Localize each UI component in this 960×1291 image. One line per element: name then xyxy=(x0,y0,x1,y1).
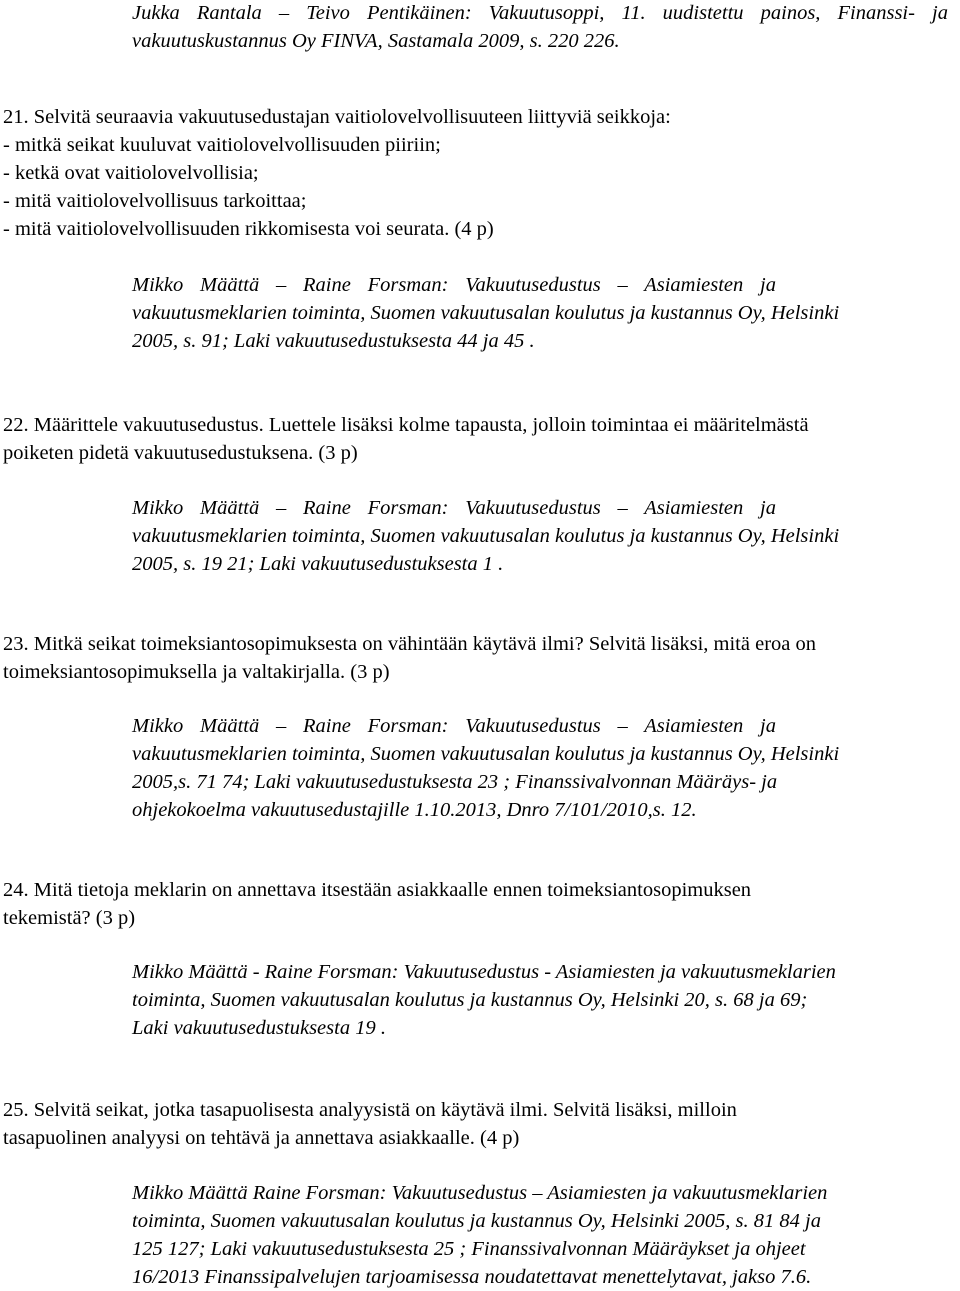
question-24-line-2: tekemistä? (3 p) xyxy=(3,907,136,929)
question-24-reference-line-2: toiminta, Suomen vakuutusalan koulutus ja kustannus Oy, Helsinki 20, s. 68 ja 69; xyxy=(132,989,808,1011)
question-23-reference-line-2: vakuutusmeklarien toiminta, Suomen vakuutusalan koulutus ja kustannus Oy, Helsinki xyxy=(132,743,840,765)
question-23-reference-line-1: Mikko Määttä – Raine Forsman: Vakuutusedustus – Asiamiesten ja xyxy=(132,715,776,737)
question-21-line-2: - mitkä seikat kuuluvat vaitiolovelvollisuuden piiriin; xyxy=(3,134,441,156)
question-25-line-2: tasapuolinen analyysi on tehtävä ja annettava asiakkaalle. (4 p) xyxy=(3,1127,520,1149)
question-22-line-2: poiketen pidetä vakuutusedustuksena. (3 p) xyxy=(3,442,358,464)
question-22-reference-line-2: vakuutusmeklarien toiminta, Suomen vakuutusalan koulutus ja kustannus Oy, Helsinki xyxy=(132,525,840,547)
question-21-reference-line-3: 2005, s. 91; Laki vakuutusedustuksesta 44 ja 45 . xyxy=(132,330,535,352)
question-24-line-1: 24. Mitä tietoja meklarin on annettava itsestään asiakkaalle ennen toimeksiantosopimuksen xyxy=(3,879,752,901)
question-22-reference-line-1: Mikko Määttä – Raine Forsman: Vakuutusedustus – Asiamiesten ja xyxy=(132,497,776,519)
question-25-reference-line-1: Mikko Määttä Raine Forsman: Vakuutusedustus – Asiamiesten ja vakuutusmeklarien xyxy=(132,1182,828,1204)
question-22-line-1: 22. Määrittele vakuutusedustus. Luettele lisäksi kolme tapausta, jolloin toimintaa ei määritelmästä xyxy=(3,414,809,436)
question-23-reference-line-3: 2005,s. 71 74; Laki vakuutusedustuksesta 23 ; Finanssivalvonnan Määräys- ja xyxy=(132,771,778,793)
question-23-line-1: 23. Mitkä seikat toimeksiantosopimuksesta on vähintään käytävä ilmi? Selvitä lisäksi, mitä eroa on xyxy=(3,633,817,655)
question-24-reference-line-3: Laki vakuutusedustuksesta 19 . xyxy=(132,1017,386,1039)
question-21-reference-line-2: vakuutusmeklarien toiminta, Suomen vakuutusalan koulutus ja kustannus Oy, Helsinki xyxy=(132,302,840,324)
question-22-reference-line-3: 2005, s. 19 21; Laki vakuutusedustuksesta 1 . xyxy=(132,553,504,575)
question-21-line-1: 21. Selvitä seuraavia vakuutusedustajan vaitiolovelvollisuuteen liittyviä seikkoja: xyxy=(3,106,671,128)
question-23-line-2: toimeksiantosopimuksella ja valtakirjalla. (3 p) xyxy=(3,661,390,683)
question-21-reference-line-1: Mikko Määttä – Raine Forsman: Vakuutusedustus – Asiamiesten ja xyxy=(132,274,776,296)
question-25-reference-line-4: 16/2013 Finanssipalvelujen tarjoamisessa noudatettavat menettelytavat, jakso 7.6. xyxy=(132,1266,812,1288)
question-23-reference-line-4: ohjekokoelma vakuutusedustajille 1.10.2013, Dnro 7/101/2010,s. 12. xyxy=(132,799,697,821)
question-21-line-3: - ketkä ovat vaitiolovelvollisia; xyxy=(3,162,259,184)
top-reference-line-1: Jukka Rantala – Teivo Pentikäinen: Vakuutusoppi, 11. uudistettu painos, Finanssi- ja xyxy=(132,2,948,24)
top-reference-line-2: vakuutuskustannus Oy FINVA, Sastamala 2009, s. 220 226. xyxy=(132,30,620,52)
question-21-line-4: - mitä vaitiolovelvollisuus tarkoittaa; xyxy=(3,190,307,212)
question-25-reference-line-3: 125 127; Laki vakuutusedustuksesta 25 ; Finanssivalvonnan Määräykset ja ohjeet xyxy=(132,1238,806,1260)
question-25-line-1: 25. Selvitä seikat, jotka tasapuolisesta analyysistä on käytävä ilmi. Selvitä lisäksi, milloin xyxy=(3,1099,737,1121)
question-21-line-5: - mitä vaitiolovelvollisuuden rikkomisesta voi seurata. (4 p) xyxy=(3,218,494,240)
question-24-reference-line-1: Mikko Määttä - Raine Forsman: Vakuutusedustus - Asiamiesten ja vakuutusmeklarien xyxy=(132,961,836,983)
question-25-reference-line-2: toiminta, Suomen vakuutusalan koulutus ja kustannus Oy, Helsinki 2005, s. 81 84 ja xyxy=(132,1210,821,1232)
